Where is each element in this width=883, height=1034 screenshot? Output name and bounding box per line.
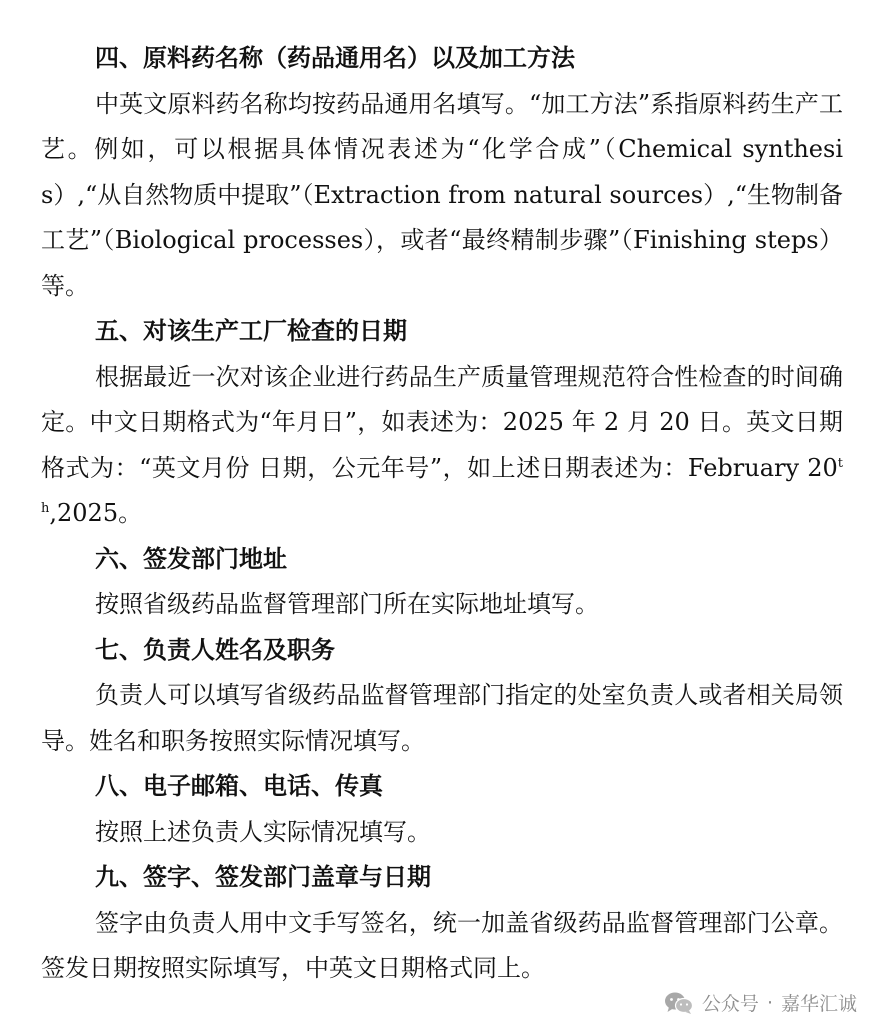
section-paragraph-6: 按照省级药品监督管理部门所在实际地址填写。 (95, 590, 599, 618)
watermark-account: 嘉华汇诚 (780, 993, 857, 1015)
section-paragraph-7: 负责人可以填写省级药品监督管理部门指定的处室负责人或者相关局领导。姓名和职务按照实际情况填写。 (41, 681, 843, 755)
section-heading-6: 六、签发部门地址 (95, 544, 287, 573)
section-heading-4: 四、原料药名称（药品通用名）以及加工方法 (95, 44, 575, 72)
section-paragraph-5 (41, 355, 843, 537)
document-body (41, 36, 843, 992)
wechat-watermark (664, 989, 857, 1016)
section-heading-9: 九、签字、签发部门盖章与日期 (95, 863, 431, 891)
section-paragraph-9: 签字由负责人用中文手写签名，统一加盖省级药品监督管理部门公章。签发日期按照实际填写，中英文日期格式同上。 (41, 908, 843, 982)
watermark-separator: · (766, 991, 773, 1014)
date-format-text: 根据最近一次对该企业进行药品生产质量管理规范符合性检查的时间确定。中文日期格式为“年月日”，如表述为：2025 年 2 月 20 日。英文日期格式为：“英文月份 日期，公元年号”，如上述日期表述为：February 20 (41, 362, 843, 482)
section-paragraph-8: 按照上述负责人实际情况填写。 (95, 817, 431, 846)
section-heading-8: 八、电子邮箱、电话、传真 (95, 772, 383, 800)
date-format-tail: ,2025。 (49, 499, 143, 527)
section-heading-7: 七、负责人姓名及职务 (95, 635, 335, 664)
watermark-platform: 公众号 (701, 993, 759, 1015)
section-heading-5: 五、对该生产工厂检查的日期 (95, 317, 407, 345)
wechat-icon (664, 991, 694, 1015)
ordinal-suffix: th (41, 455, 843, 516)
section-paragraph-4: 中英文原料药名称均按药品通用名填写。“加工方法”系指原料药生产工艺。例如，可以根据具体情况表述为“化学合成”（Chemical synthesis）,“从自然物质中提取”（Extraction from natural sources）,“生物制备工艺”（Biological processes），或者“最终精制步骤”（Finishing steps）等。 (41, 89, 843, 300)
